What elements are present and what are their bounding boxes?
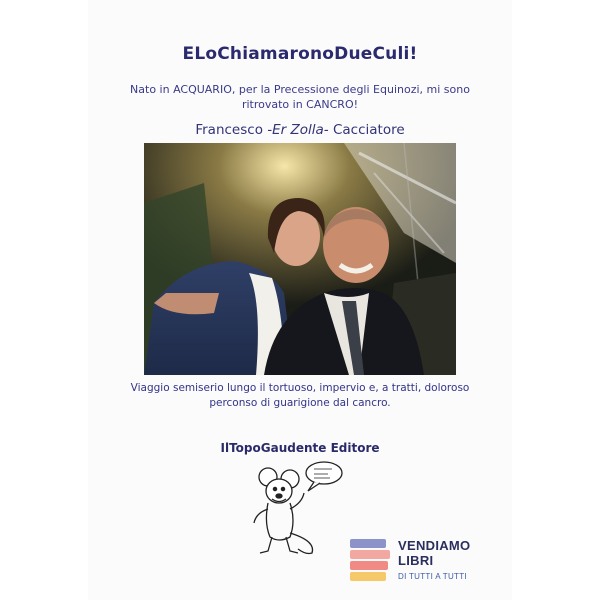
publisher-name: IlTopoGaudente Editore [220,441,380,455]
vendiamo-libri-badge [350,535,480,587]
cover-photo [144,143,456,375]
author-nickname: -Er Zolla- [267,122,329,138]
stack-stripe [350,572,386,581]
cover-photo-illustration [144,143,456,375]
book-tagline: Viaggio semiserio lungo il tortuoso, impervio e, a tratti, doloroso perconso di guarigione dal cancro. [130,382,470,409]
author-last-name: Cacciatore [332,122,405,138]
book-author [88,122,512,138]
badge-line-2: LIBRI [398,553,434,568]
stack-stripe [350,561,388,570]
stack-stripe [350,550,390,559]
book-title: ELoChiamaronoDueCuli! [182,44,418,64]
book-subtitle: Nato in ACQUARIO, per la Precessione degli Equinozi, mi sono ritrovato in CANCRO! [130,83,470,111]
books-stack-icon [350,539,390,583]
author-first-name: Francesco [195,122,263,138]
badge-line-1: VENDIAMO [398,538,471,553]
badge-line-3: DI TUTTI A TUTTI [398,572,467,581]
stack-stripe [350,539,386,548]
